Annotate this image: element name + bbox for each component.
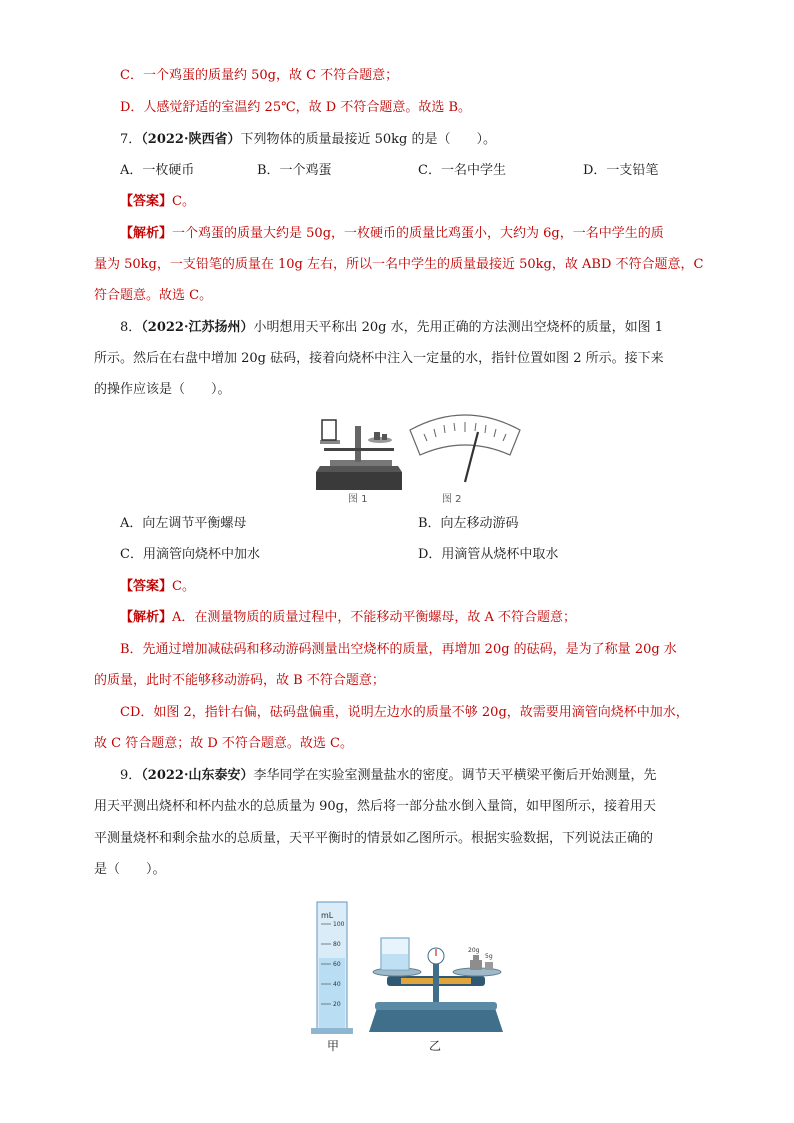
balance-yi [369, 938, 503, 1053]
q9-text-1: 李华同学在实验室测量盐水的密度。调节天平横梁平衡后开始测量，先 [253, 768, 657, 783]
q8-answer [120, 577, 195, 597]
q8-source: （2022·江苏扬州） [141, 320, 254, 335]
fig1-label: 图 1 [348, 494, 368, 505]
q9-source: （2022·山东泰安） [141, 768, 254, 783]
q9-number: 9． [120, 768, 142, 783]
fig2-label: 图 2 [442, 494, 462, 505]
label-yi: 乙 [429, 1039, 442, 1053]
q7-analysis-1 [120, 224, 664, 244]
weight-5g: 5g [485, 953, 493, 960]
q8-figure [310, 410, 525, 506]
q7-answer-value: C。 [172, 194, 195, 209]
q7-number: 7． [120, 132, 142, 147]
q7-answer [120, 192, 195, 212]
q7-answer-tag: 【答案】 [120, 194, 173, 209]
graduated-cylinder-jia [311, 902, 353, 1053]
label-jia: 甲 [327, 1039, 340, 1053]
q9-figure [305, 898, 510, 1056]
q8-option-d: D．用滴管从烧杯中取水 [418, 547, 559, 562]
q7-text: 下列物体的质量最接近 50kg 的是（ ）。 [240, 132, 497, 147]
q7-source: （2022·陕西省） [141, 132, 241, 147]
cyl-tick-40: 40 [333, 981, 341, 988]
q8-option-b: B．向左移动游码 [418, 516, 519, 531]
cyl-tick-20: 20 [333, 1001, 341, 1008]
q7-option-d: D．一支铅笔 [583, 163, 659, 178]
q8-option-c: C．用滴管向烧杯中加水 [120, 547, 260, 562]
q8-number: 8． [120, 320, 142, 335]
q8-stem-3: 的操作应该是（ ）。 [94, 382, 231, 397]
q9-stem-4: 是（ ）。 [94, 862, 166, 877]
pointer-dial-figure-2 [410, 415, 520, 505]
q9-stem-1 [120, 766, 657, 786]
q7-analysis-2: 量为 50kg，一支铅笔的质量在 10g 左右，所以一名中学生的质量最接近 50kg，故 ABD 不符合题意，C [94, 257, 704, 272]
cylinder-unit: mL [321, 911, 334, 920]
q8-analysis-2: B．先通过增加减砝码和移动游码测量出空烧杯的质量，再增加 20g 的砝码，是为了称量 20g 水 [120, 642, 677, 657]
q8-analysis-3: 的质量，此时不能够移动游码，故 B 不符合题意； [94, 673, 385, 688]
q8-analysis-5: 故 C 符合题意；故 D 不符合题意。故选 C。 [94, 736, 353, 751]
q7-analysis-3: 符合题意。故选 C。 [94, 288, 213, 303]
weight-20g: 20g [468, 947, 480, 954]
q7-option-c: C．一名中学生 [418, 163, 506, 178]
q7-analysis-text-1: 一个鸡蛋的质量大约是 50g，一枚硬币的质量比鸡蛋小，大约为 6g，一名中学生的质 [172, 226, 664, 241]
q8-analysis-text-1: A．在测量物质的质量过程中，不能移动平衡螺母，故 A 不符合题意； [172, 610, 577, 625]
q8-answer-value: C。 [172, 579, 195, 594]
q8-analysis-tag: 【解析】 [120, 610, 173, 625]
q8-stem-1 [120, 318, 663, 338]
q8-stem-2: 所示。然后在右盘中增加 20g 砝码，接着向烧杯中注入一定量的水，指针位置如图 2 所示。接下来 [94, 351, 664, 366]
balance-figure-1 [316, 420, 402, 505]
cyl-tick-60: 60 [333, 961, 341, 968]
prev-line-d: D．人感觉舒适的室温约 25℃，故 D 不符合题意。故选 B。 [120, 100, 472, 115]
q8-analysis-4: CD．如图 2，指针右偏，砝码盘偏重，说明左边水的质量不够 20g，故需要用滴管向烧杯中加水， [120, 705, 689, 720]
q7-option-b: B．一个鸡蛋 [257, 163, 332, 178]
q7-option-a: A．一枚硬币 [120, 163, 195, 178]
q8-answer-tag: 【答案】 [120, 579, 173, 594]
q9-stem-2: 用天平测出烧杯和杯内盐水的总质量为 90g，然后将一部分盐水倒入量筒，如甲图所示，接着用天 [94, 799, 656, 814]
q7-analysis-tag: 【解析】 [120, 226, 173, 241]
prev-line-c: C．一个鸡蛋的质量约 50g，故 C 不符合题意； [120, 68, 399, 83]
q8-analysis-1 [120, 608, 576, 628]
cyl-tick-100: 100 [333, 921, 345, 928]
cyl-tick-80: 80 [333, 941, 341, 948]
q7-stem [120, 130, 496, 150]
q9-stem-3: 平测量烧杯和剩余盐水的总质量，天平平衡时的情景如乙图所示。根据实验数据，下列说法正确的 [94, 831, 654, 846]
q8-text-1: 小明想用天平称出 20g 水，先用正确的方法测出空烧杯的质量，如图 1 [253, 320, 664, 335]
q8-option-a: A．向左调节平衡螺母 [120, 516, 247, 531]
